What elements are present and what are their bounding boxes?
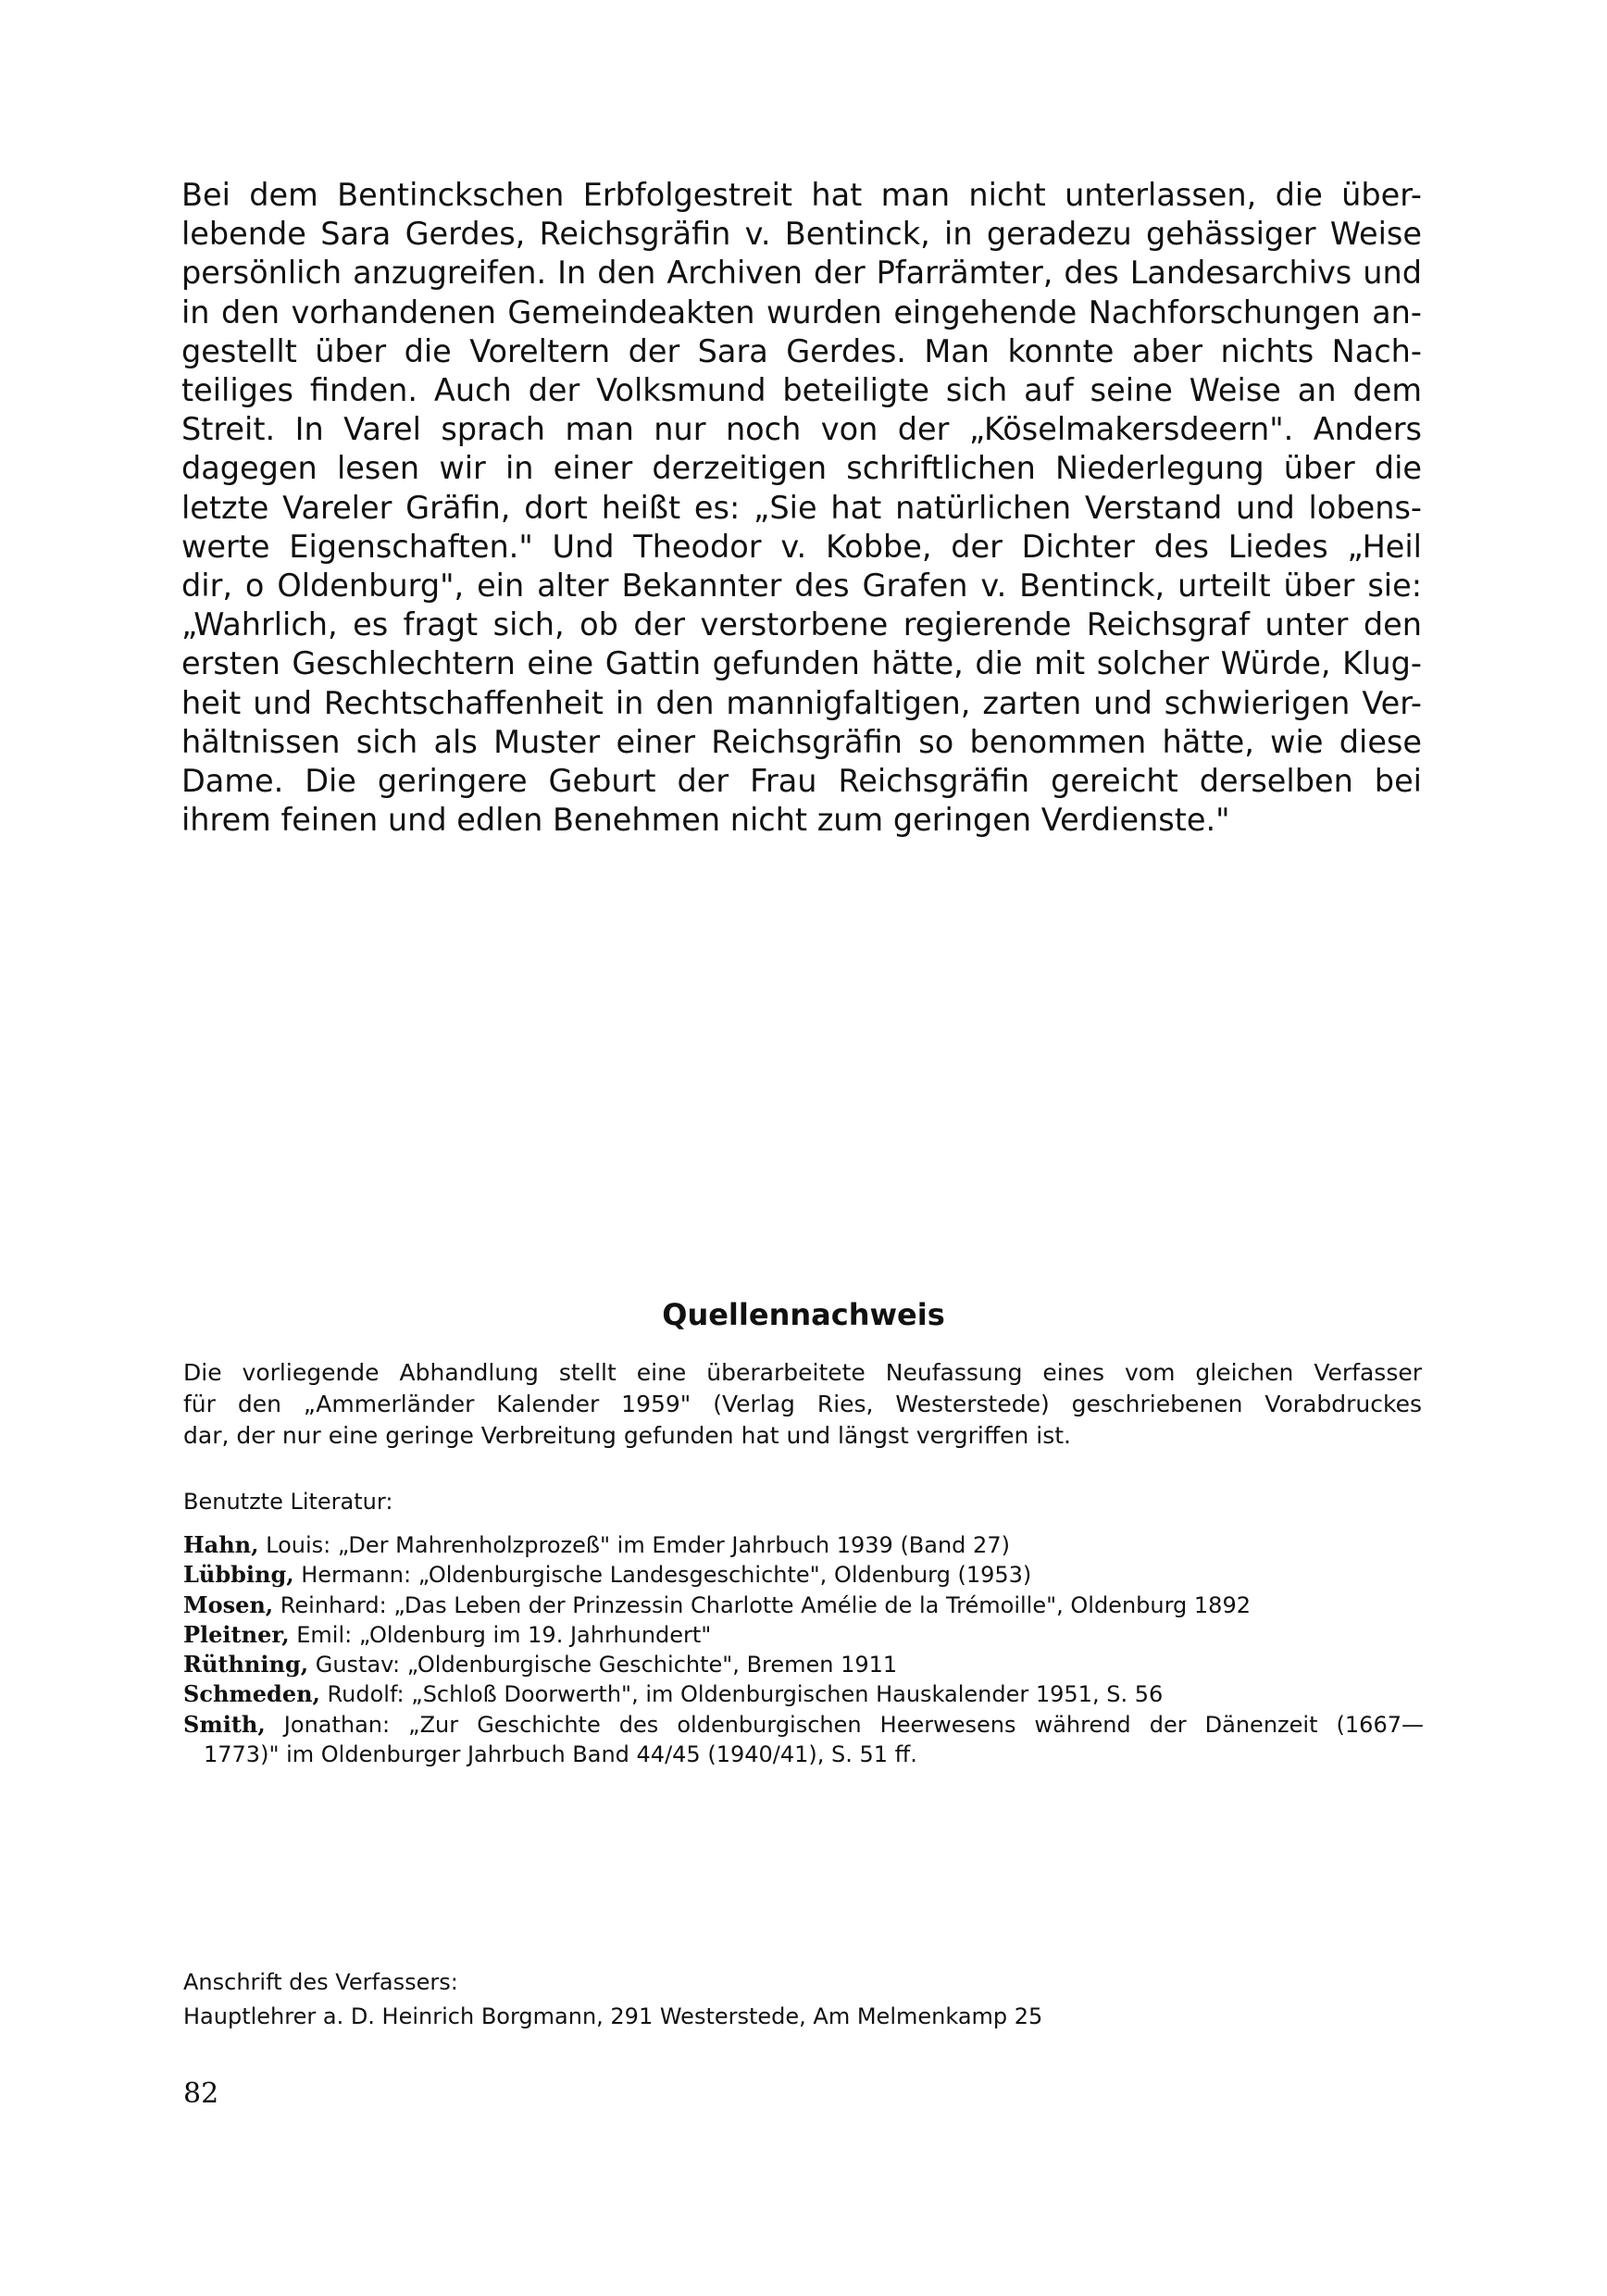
- bibliography-entry: [183, 1530, 1424, 1560]
- bib-text: Reinhard: „Das Leben der Prinzessin Charlotte Amélie de la Trémoille", Oldenburg 1892: [273, 1591, 1251, 1618]
- main-paragraph: [181, 176, 1422, 840]
- bibliography-entry: [183, 1560, 1424, 1590]
- text-line: hältnissen sich als Muster einer Reichsgräfin so benommen hätte, wie diese: [181, 723, 1422, 760]
- text-line: dagegen lesen wir in einer derzeitigen schriftlichen Niederlegung über die: [181, 450, 1422, 487]
- bib-text: Emil: „Oldenburg im 19. Jahrhundert": [289, 1621, 712, 1648]
- page-number: 82: [183, 2078, 219, 2110]
- bibliography-entry: [183, 1710, 1424, 1770]
- bibliography-list: [183, 1530, 1424, 1769]
- text-line: persönlich anzugreifen. In den Archiven der Pfarrämter, des Landesarchivs und: [181, 255, 1422, 292]
- bib-author: Lübbing,: [183, 1561, 294, 1589]
- intro-line: für den „Ammerländer Kalender 1959" (Verlag Ries, Westerstede) geschriebenen Vorabdruckes: [183, 1391, 1422, 1417]
- bibliography-entry: [183, 1679, 1424, 1709]
- text-line: Bei dem Bentinckschen Erbfolgestreit hat man nicht unterlassen, die über-: [181, 177, 1422, 213]
- bib-author: Rüthning,: [183, 1651, 309, 1678]
- sources-intro: [183, 1357, 1422, 1452]
- bib-text: Louis: „Der Mahrenholzprozeß" im Emder Jahrbuch 1939 (Band 27): [258, 1532, 1010, 1558]
- intro-line: dar, der nur eine geringe Verbreitung gefunden hat und längst vergriffen ist.: [183, 1422, 1071, 1449]
- literature-heading: Benutzte Literatur:: [183, 1489, 393, 1515]
- text-line: dir, o Oldenburg", ein alter Bekannter des Grafen v. Bentinck, urteilt über sie:: [181, 568, 1422, 605]
- bib-author: Schmeden,: [183, 1680, 320, 1708]
- text-line: Dame. Die geringere Geburt der Frau Reichsgräfin gereicht derselben bei: [181, 763, 1422, 800]
- text-line: heit und Rechtschaffenheit in den mannigfaltigen, zarten und schwierigen Ver-: [181, 684, 1422, 721]
- bib-text: Jonathan: „Zur Geschichte des oldenburgischen Heerwesens während der Dänenzeit (1667—: [265, 1711, 1424, 1738]
- text-line: Streit. In Varel sprach man nur noch von der „Köselmakersdeern". Anders: [181, 411, 1422, 448]
- text-line: gestellt über die Voreltern der Sara Gerdes. Man konnte aber nichts Nach-: [181, 332, 1422, 369]
- bibliography-entry: [183, 1620, 1424, 1650]
- text-line: teiliges finden. Auch der Volksmund beteiligte sich auf seine Weise an dem: [181, 372, 1422, 409]
- intro-line: Die vorliegende Abhandlung stellt eine überarbeitete Neufassung eines vom gleichen Verfasser: [183, 1359, 1422, 1386]
- text-line: lebende Sara Gerdes, Reichsgräfin v. Bentinck, in geradezu gehässiger Weise: [181, 216, 1422, 253]
- address-value: Hauptlehrer a. D. Heinrich Borgmann, 291 Westerstede, Am Melmenkamp 25: [183, 2003, 1043, 2029]
- address-label: Anschrift des Verfassers:: [183, 1969, 458, 1995]
- bib-author: Pleitner,: [183, 1620, 290, 1648]
- bib-author: Hahn,: [183, 1531, 259, 1558]
- text-line: letzte Vareler Gräfin, dort heißt es: „Sie hat natürlichen Verstand und lobens-: [181, 489, 1422, 526]
- bib-author: Smith,: [183, 1710, 266, 1738]
- text-line: in den vorhandenen Gemeindeakten wurden eingehende Nachforschungen an-: [181, 293, 1422, 331]
- bibliography-entry: [183, 1591, 1424, 1620]
- bib-text: Rudolf: „Schloß Doorwerth", im Oldenburgischen Hauskalender 1951, S. 56: [319, 1681, 1164, 1708]
- bib-text-continuation: 1773)" im Oldenburger Jahrbuch Band 44/45 (1940/41), S. 51 ff.: [204, 1741, 917, 1768]
- bib-text: Gustav: „Oldenburgische Geschichte", Bremen 1911: [308, 1652, 898, 1678]
- bib-text: Hermann: „Oldenburgische Landesgeschichte", Oldenburg (1953): [293, 1562, 1032, 1589]
- text-line: ihrem feinen und edlen Benehmen nicht zum geringen Verdienste.": [181, 802, 1230, 839]
- text-line: „Wahrlich, es fragt sich, ob der verstorbene regierende Reichsgraf unter den: [181, 606, 1422, 643]
- sources-title: Quellennachweis: [662, 1297, 945, 1332]
- text-line: werte Eigenschaften." Und Theodor v. Kobbe, der Dichter des Liedes „Heil: [181, 528, 1422, 565]
- bib-author: Mosen,: [183, 1591, 274, 1618]
- text-line: ersten Geschlechtern eine Gattin gefunden hätte, die mit solcher Würde, Klug-: [181, 645, 1422, 682]
- bibliography-entry: [183, 1650, 1424, 1679]
